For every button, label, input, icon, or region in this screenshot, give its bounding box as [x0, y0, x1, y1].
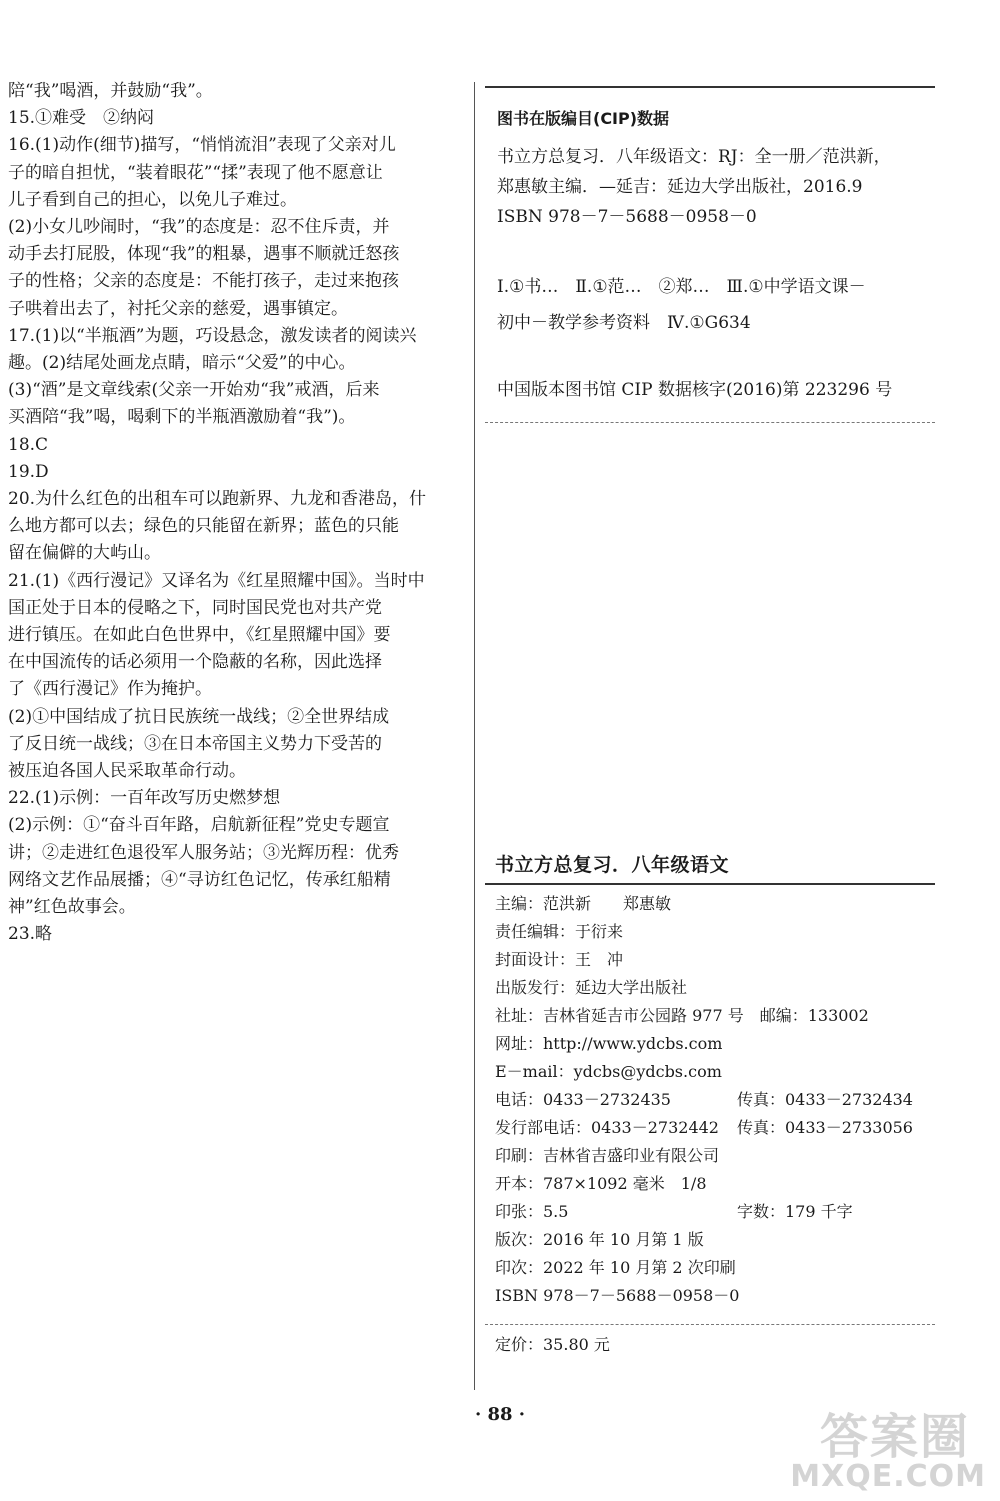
colophon-distribution-fax: 传真：0433－2733056 — [737, 1118, 913, 1137]
answer-line: 子哄着出去了，衬托父亲的慈爱，遇事镇定。 — [8, 298, 348, 319]
cip-isbn: ISBN 978－7－5688－0958－0 — [497, 207, 757, 227]
colophon-title: 书立方总复习．八年级语文 — [495, 854, 730, 876]
watermark-logo — [792, 1398, 992, 1496]
colophon-price: 定价：35.80 元 — [495, 1335, 610, 1354]
cip-classification-2: 初中－教学参考资料 Ⅳ.①G634 — [497, 313, 751, 333]
answer-line: 22.(1)示例：一百年改写历史燃梦想 — [8, 788, 281, 809]
cip-title: 图书在版编目(CIP)数据 — [497, 109, 670, 128]
answer-line: 19.D — [8, 461, 49, 482]
answer-line: 陪“我”喝酒，并鼓励“我”。 — [8, 81, 213, 101]
answer-line: 17.(1)以“半瓶酒”为题，巧设悬念，激发读者的阅读兴 — [8, 325, 417, 346]
answer-line: (2)①中国结成了抗日民族统一战线；②全世界结成 — [8, 706, 390, 727]
answer-line: 留在偏僻的大屿山。 — [8, 543, 161, 564]
colophon-responsible-editor: 责任编辑：于衍来 — [495, 922, 624, 941]
answer-line: (2)小女儿吵闹时，“我”的态度是：忍不住斥责，并 — [8, 217, 390, 238]
cip-top-rule — [485, 86, 935, 88]
colophon-printing: 印次：2022 年 10 月第 2 次印刷 — [495, 1258, 736, 1277]
answer-line: 15.①难受 ②纳闷 — [8, 108, 155, 129]
watermark-url: MXQE.COM — [790, 1459, 986, 1494]
column-divider — [474, 82, 475, 1390]
cip-catalog-line-2: 郑惠敏主编．—延吉：延边大学出版社，2016.9 — [497, 177, 863, 197]
colophon-phone: 电话：0433－2732435 — [495, 1090, 671, 1109]
answer-line: 讲；②走进红色退役军人服务站；③光辉历程：优秀 — [8, 842, 399, 863]
answer-line: 买酒陪“我”喝，喝剩下的半瓶酒激励着“我”)。 — [8, 407, 356, 428]
colophon-email: E－mail：ydcbs@ydcbs.com — [495, 1062, 722, 1081]
colophon-address: 社址：吉林省延吉市公园路 977 号 邮编：133002 — [495, 1006, 869, 1025]
colophon-publisher: 出版发行：延边大学出版社 — [495, 978, 688, 997]
answer-line: 么地方都可以去；绿色的只能留在新界；蓝色的只能 — [8, 516, 399, 537]
answer-line: 了《西行漫记》作为掩护。 — [8, 679, 212, 700]
answer-line: 趣。(2)结尾处画龙点睛，暗示“父爱”的中心。 — [8, 353, 356, 374]
answer-line: 20.为什么红色的出租车可以跑新界、九龙和香港岛，什 — [8, 489, 427, 510]
answer-line: 16.(1)动作(细节)描写，“悄悄流泪”表现了父亲对儿 — [8, 135, 396, 156]
colophon-phone-row — [495, 1086, 940, 1114]
answer-line: 国正处于日本的侵略之下，同时国民党也对共产党 — [8, 597, 382, 618]
cip-bottom-rule — [485, 422, 935, 423]
page-number: · 88 · — [474, 1404, 526, 1425]
answer-line: 了反日统一战线；③在日本帝国主义势力下受苦的 — [8, 733, 382, 754]
colophon-isbn: ISBN 978－7－5688－0958－0 — [495, 1286, 740, 1305]
colophon-fax: 传真：0433－2732434 — [737, 1090, 913, 1109]
cip-classification-1: Ⅰ.①书… Ⅱ.①范… ②郑… Ⅲ.①中学语文课－ — [497, 277, 866, 297]
answer-line: 网络文艺作品展播；④“寻访红色记忆，传承红船精 — [8, 869, 391, 890]
answer-line: 18.C — [8, 434, 49, 455]
colophon-distribution-phone: 发行部电话：0433－2732442 — [495, 1118, 719, 1137]
colophon-top-rule — [485, 883, 935, 885]
answer-line: 子的暗自担忧，“装着眼花”“揉”表现了他不愿意让 — [8, 162, 383, 183]
answer-line: 被压迫各国人民采取革命行动。 — [8, 761, 246, 782]
colophon-website: 网址：http://www.ydcbs.com — [495, 1034, 723, 1053]
answer-line: (2)示例：①“奋斗百年路，启航新征程”党史专题宣 — [8, 815, 390, 836]
answer-line: 子的性格；父亲的态度是：不能打孩子，走过来抱孩 — [8, 271, 399, 292]
answer-line: 21.(1)《西行漫记》又译名为《红星照耀中国》。当时中 — [8, 570, 425, 591]
colophon-words: 字数：179 千字 — [737, 1202, 853, 1221]
answer-line: (3)“酒”是文章线索(父亲一开始劝“我”戒酒，后来 — [8, 380, 380, 401]
colophon-bottom-rule — [485, 1324, 935, 1325]
colophon-sheets: 印张：5.5 — [495, 1202, 569, 1221]
colophon-format: 开本：787×1092 毫米 1/8 — [495, 1174, 707, 1193]
colophon-editor: 主编：范洪新 郑惠敏 — [495, 894, 672, 913]
cip-catalog-line-1: 书立方总复习．八年级语文：RJ：全一册／范洪新， — [497, 147, 891, 167]
answer-line: 动手去打屁股，体现“我”的粗暴，遇事不顺就迁怒孩 — [8, 244, 400, 265]
answer-column — [8, 78, 463, 949]
watermark-text: 答案圈 — [819, 1409, 970, 1465]
answer-line: 神”红色故事会。 — [8, 897, 136, 918]
answer-line: 23.略 — [8, 924, 53, 945]
colophon-block — [495, 890, 940, 1310]
colophon-edition: 版次：2016 年 10 月第 1 版 — [495, 1230, 704, 1249]
colophon-cover-design: 封面设计：王 冲 — [495, 950, 624, 969]
colophon-printer: 印刷：吉林省吉盛印业有限公司 — [495, 1146, 720, 1165]
answer-line: 进行镇压。在如此白色世界中，《红星照耀中国》要 — [8, 625, 391, 646]
answer-line: 在中国流传的话必须用一个隐蔽的名称，因此选择 — [8, 652, 382, 673]
colophon-sheets-row — [495, 1198, 940, 1226]
answer-line: 儿子看到自己的担心，以免儿子难过。 — [8, 189, 297, 210]
cip-record-number: 中国版本图书馆 CIP 数据核字(2016)第 223296 号 — [497, 380, 893, 400]
colophon-distribution-row — [495, 1114, 940, 1142]
